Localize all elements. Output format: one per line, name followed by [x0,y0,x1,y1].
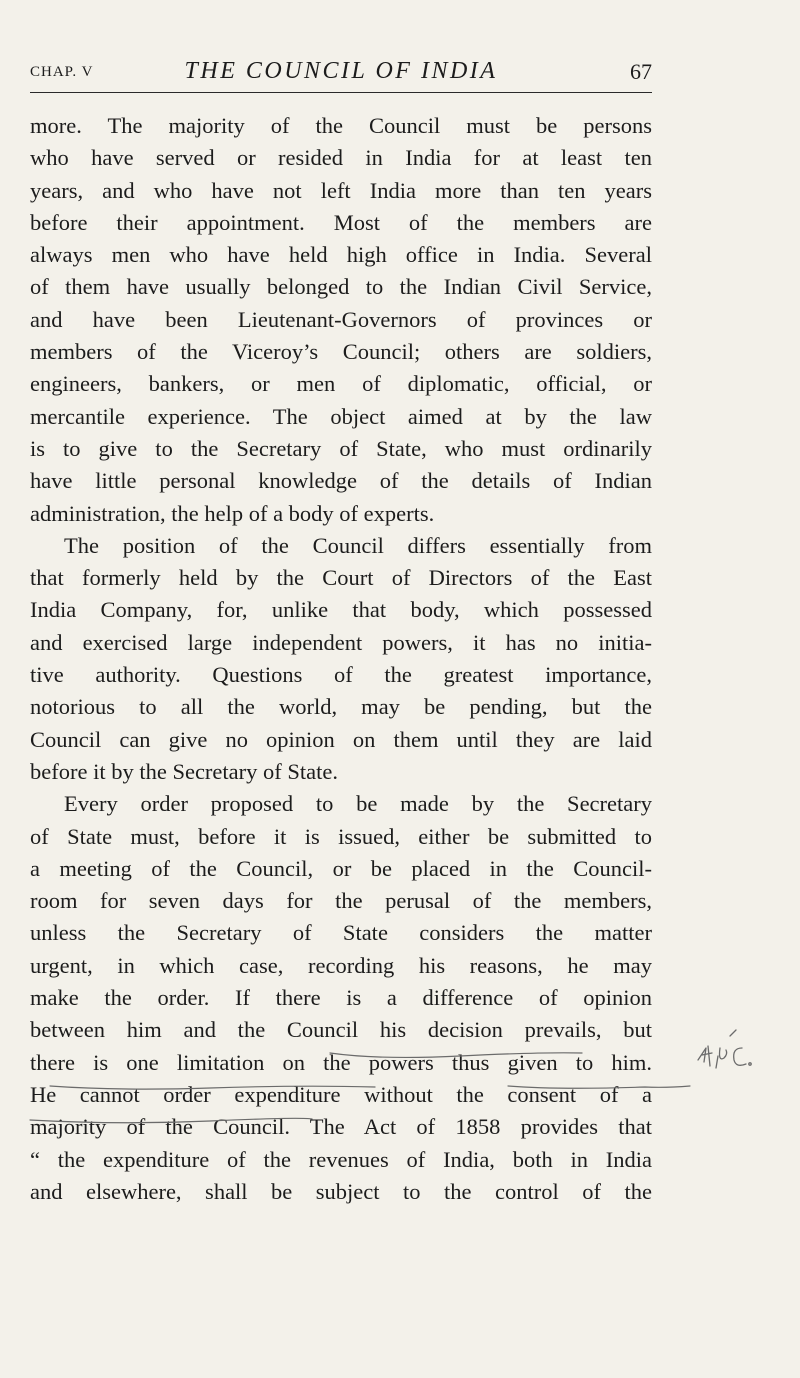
text-line: between him and the Council his decision prevails, but [30,1017,652,1043]
text-line: mercantile experience. The object aimed at by the law [30,403,652,429]
body-text [30,110,652,1208]
text-line: and elsewhere, shall be subject to the control of the [30,1178,652,1204]
text-line: have little personal knowledge of the details of Indian [30,468,652,494]
text-line: a meeting of the Council, or be placed in the Council- [30,855,652,881]
page-number: 67 [630,59,652,84]
text-line: Every order proposed to be made by the Secretary [64,791,652,817]
text-line: He cannot order expenditure without the consent of a [30,1081,652,1107]
chapter-label: CHAP. V [30,64,94,80]
text-line: majority of the Council. The Act of 1858 provides that [30,1114,652,1140]
text-line: of State must, before it is issued, either be submitted to [30,823,652,849]
handwritten-margin-note [690,1026,780,1086]
text-line: engineers, bankers, or men of diplomatic, official, or [30,371,652,397]
text-line: always men who have held high office in India. Several [30,242,652,268]
text-line: administration, the help of a body of experts. [30,500,435,526]
text-line: Council can give no opinion on them until they are laid [30,726,652,752]
text-line: there is one limitation on the powers thus given to him. [30,1049,652,1075]
text-line: urgent, in which case, recording his reasons, he may [30,952,652,978]
text-line: unless the Secretary of State considers the matter [30,920,652,946]
text-line: is to give to the Secretary of State, who must ordinarily [30,435,652,461]
chapter-title: THE COUNCIL OF INDIA [184,58,498,84]
text-line: room for seven days for the perusal of the members, [30,888,652,914]
text-line: years, and who have not left India more than ten years [30,177,652,203]
text-line: who have served or resided in India for at least ten [30,145,652,171]
text-line: and exercised large independent powers, it has no initia- [30,629,652,655]
text-line: before their appointment. Most of the members are [30,209,652,235]
text-line: “ the expenditure of the revenues of India, both in India [30,1146,652,1172]
text-line: India Company, for, unlike that body, which possessed [30,597,652,623]
text-line: members of the Viceroy’s Council; others are soldiers, [30,339,652,365]
text-line: make the order. If there is a difference of opinion [30,985,652,1011]
text-line: notorious to all the world, may be pending, but the [30,694,652,720]
running-head [30,58,652,93]
text-line: more. The majority of the Council must be persons [30,113,652,138]
text-line: before it by the Secretary of State. [30,758,339,784]
text-line: and have been Lieutenant-Governors of provinces or [30,306,652,332]
text-line: of them have usually belonged to the Indian Civil Service, [30,274,652,300]
text-line: tive authority. Questions of the greatest importance, [30,662,652,688]
text-line: The position of the Council differs essentially from [64,532,652,558]
text-line: that formerly held by the Court of Directors of the East [30,565,652,591]
